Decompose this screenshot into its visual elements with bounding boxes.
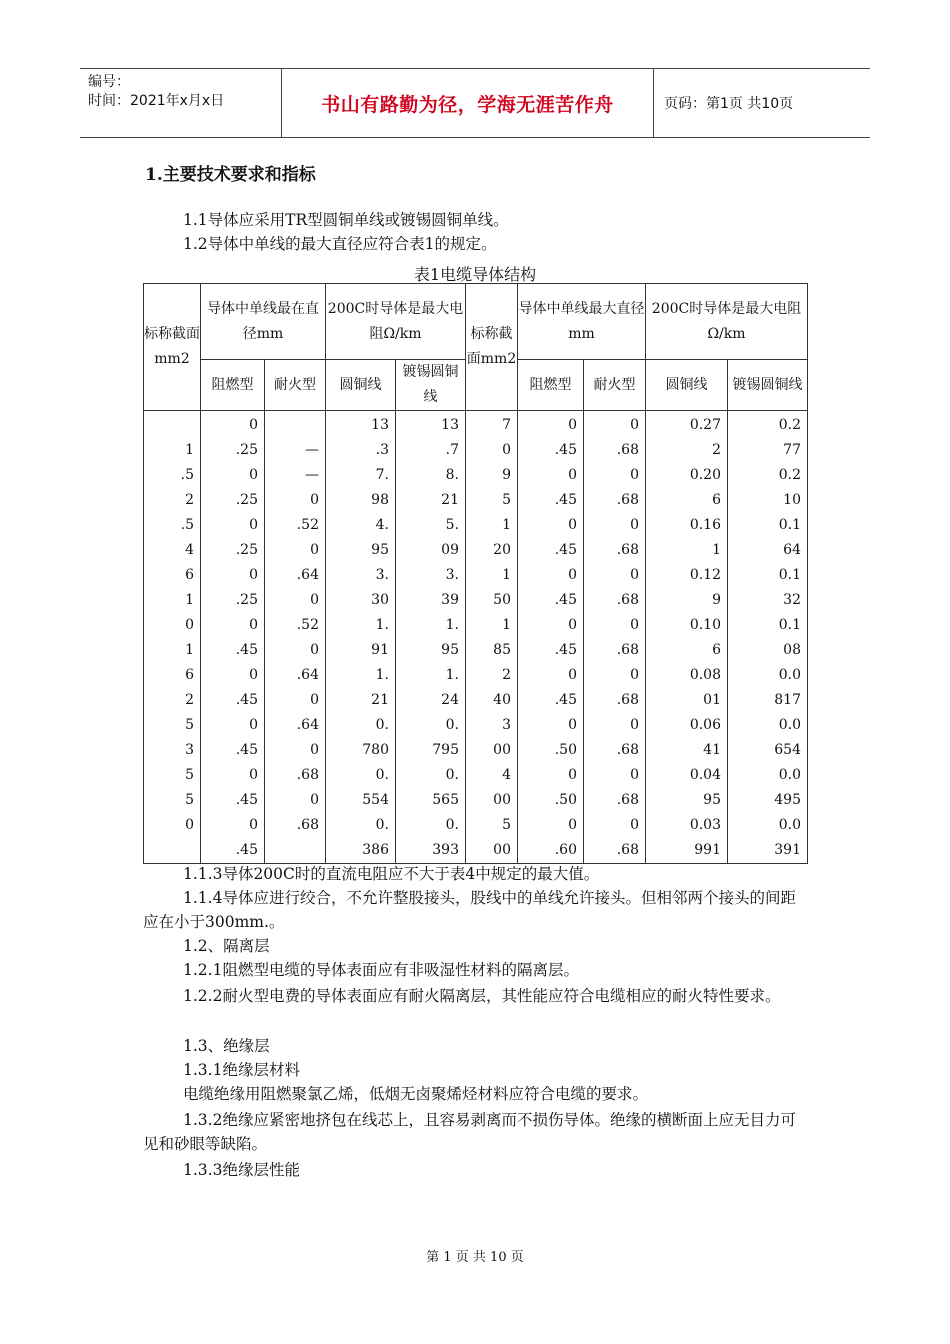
paragraph: 1.3、绝缘层 bbox=[183, 1037, 270, 1055]
section-title: 1.主要技术要求和指标 bbox=[145, 165, 316, 185]
paragraph: 1.1导体应采用TR型圆铜单线或镀锡圆铜单线。 bbox=[183, 211, 509, 229]
header-fire-2: 耐火型 bbox=[584, 360, 646, 411]
cable-conductor-table bbox=[143, 283, 808, 864]
paragraph: 1.2导体中单线的最大直径应符合表1的规定。 bbox=[183, 235, 497, 253]
resist-tinned-2-column: 0.2 77 0.2 10 0.1 64 0.1 32 0.1 08 0.0 817 0.0 654 0.0 495 0.0 391 bbox=[728, 411, 808, 864]
diameter-fire-2-column: 0 .68 0 .68 0 .68 0 .68 0 .68 0 .68 0 .68 0 .68 0 .68 bbox=[584, 411, 646, 864]
page-header bbox=[80, 68, 870, 138]
header-resist-right: 200C时导体是最大电阻Ω/km bbox=[646, 284, 808, 360]
paragraph: 1.2.2耐火型电费的导体表面应有耐火隔离层，其性能应符合电缆相应的耐火特性要求。 bbox=[183, 987, 781, 1005]
resist-tinned-column: 13 .7 8. 21 5. 09 3. 39 1. 95 1. 24 0. 795 0. 565 0. 393 bbox=[396, 411, 466, 864]
resist-copper-2-column: 0.27 2 0.20 6 0.16 1 0.12 9 0.10 6 0.08 01 0.06 41 0.04 95 0.03 991 bbox=[646, 411, 728, 864]
header-copper-2: 圆铜线 bbox=[646, 360, 728, 411]
header-tinned: 镀锡圆铜线 bbox=[396, 360, 466, 411]
header-flame: 阻燃型 bbox=[201, 360, 265, 411]
paragraph: 1.3.1绝缘层材料 bbox=[183, 1061, 300, 1079]
header-motto: 书山有路勤为径，学海无涯苦作舟 bbox=[282, 69, 654, 137]
diameter-fire-column: — — 0 .52 0 .64 0 .52 0 .64 0 .64 0 .68 0 .68 bbox=[265, 411, 326, 864]
header-area: 标称截面mm2 bbox=[144, 284, 201, 411]
diameter-flame-2-column: 0 .45 0 .45 0 .45 0 .45 0 .45 0 .45 0 .50 0 .50 0 .60 bbox=[518, 411, 584, 864]
area-column: 1 .5 2 .5 4 6 1 0 1 6 2 5 3 5 5 0 bbox=[144, 411, 201, 864]
area-2-column: 7 0 9 5 1 20 1 50 1 85 2 40 3 00 4 00 5 00 bbox=[466, 411, 518, 864]
header-page-info: 页码：第1页 共10页 bbox=[664, 96, 794, 112]
header-diameter-left: 导体中单线最在直径mm bbox=[201, 284, 326, 360]
number-label: 编号： bbox=[88, 74, 130, 90]
paragraph: 1.3.2绝缘应紧密地挤包在线芯上，且容易剥离而不损伤导体。绝缘的横断面上应无目力可见和砂眼等缺陷。 bbox=[143, 1111, 796, 1153]
paragraph: 1.2、隔离层 bbox=[183, 937, 270, 955]
diameter-flame-column: 0 .25 0 .25 0 .25 0 .25 0 .45 0 .45 0 .45 0 .45 0 .45 bbox=[201, 411, 265, 864]
header-copper: 圆铜线 bbox=[326, 360, 396, 411]
paragraph: 1.3.3绝缘层性能 bbox=[183, 1161, 300, 1179]
paragraph: 1.1.3导体200C时的直流电阻应不大于表4中规定的最大值。 bbox=[183, 865, 600, 883]
resist-copper-column: 13 .3 7. 98 4. 95 3. 30 1. 91 1. 21 0. 780 0. 554 0. 386 bbox=[326, 411, 396, 864]
header-flame-2: 阻燃型 bbox=[518, 360, 584, 411]
paragraph: 电缆绝缘用阻燃聚氯乙烯，低烟无卤聚烯烃材料应符合电缆的要求。 bbox=[183, 1085, 649, 1103]
header-area-2: 标称截面mm2 bbox=[466, 284, 518, 411]
paragraph: 1.2.1阻燃型电缆的导体表面应有非吸湿性材料的隔离层。 bbox=[183, 961, 579, 979]
header-meta bbox=[80, 69, 282, 137]
paragraph: 1.1.4导体应进行绞合，不允许整股接头，股线中的单线允许接头。但相邻两个接头的间距应在小于300mm.。 bbox=[143, 889, 796, 931]
page-footer: 第 1 页 共 10 页 bbox=[426, 1250, 524, 1265]
date-label: 时间：2021年x月x日 bbox=[88, 93, 225, 109]
header-diameter-right: 导体中单线最大直径mm bbox=[518, 284, 646, 360]
header-fire: 耐火型 bbox=[265, 360, 326, 411]
table-caption: 表1电缆导体结构 bbox=[413, 265, 537, 284]
header-resist-left: 200C时导体是最大电阻Ω/km bbox=[326, 284, 466, 360]
header-tinned-2: 镀锡圆铜线 bbox=[728, 360, 808, 411]
